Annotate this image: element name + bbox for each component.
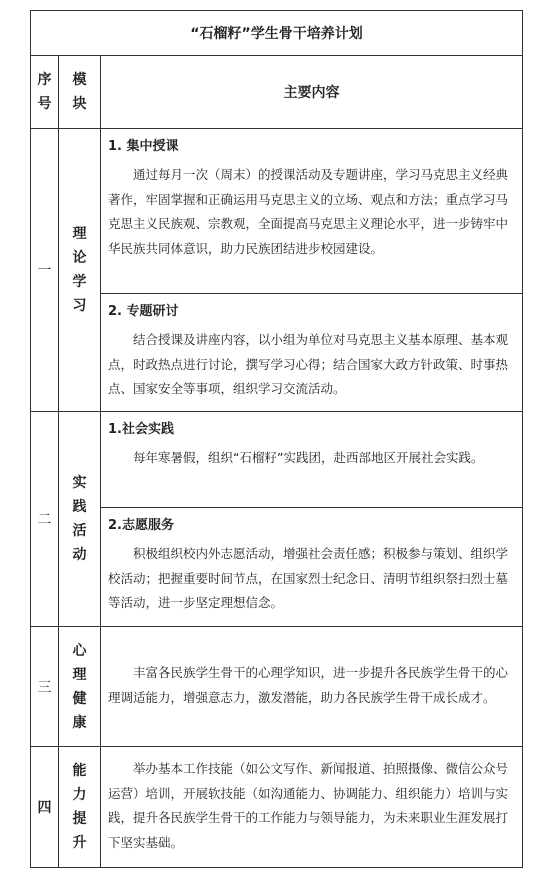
section-body: 丰富各民族学生骨干的心理学知识，进一步提升各民族学生骨干的心理调适能力，增强意志力，激发潜能，助力各民族学生骨干成长成才。: [108, 665, 509, 705]
module-char: 论: [72, 250, 87, 266]
title-row: [31, 11, 523, 56]
section-body: 举办基本工作技能（如公文写作、新闻报道、拍照摄像、微信公众号运营）培训，开展软技能（如沟通能力、协调能力、组织能力）培训与实践，提升各民族学生骨干的工作能力与领导能力，为未来职业生涯发展打下坚实基础。: [108, 761, 509, 850]
header-seq: [31, 56, 59, 129]
content-section: [101, 412, 522, 507]
content-section: [101, 507, 522, 626]
table-row: [31, 627, 523, 747]
module-char: 动: [72, 547, 87, 563]
section-heading: 1.社会实践: [108, 422, 174, 437]
module-char: 习: [72, 298, 87, 314]
header-row: [31, 56, 523, 129]
module-char: 理: [72, 666, 87, 683]
section-heading: 1. 集中授课: [108, 139, 179, 154]
section-body: 每年寒暑假，组织“石榴籽”实践团，赴西部地区开展社会实践。: [133, 450, 484, 465]
module-char: 能: [72, 763, 87, 779]
content-section: [101, 747, 522, 867]
header-module-char-2: 块: [72, 96, 87, 112]
module-char: 学: [72, 274, 87, 290]
row-content: [101, 747, 523, 868]
row-module: [59, 412, 101, 627]
row-number: 一: [31, 129, 59, 412]
module-char: 心: [72, 642, 87, 659]
row-module: [59, 627, 101, 747]
header-module: [59, 56, 101, 129]
table-row: [31, 747, 523, 868]
module-char: 升: [72, 835, 87, 851]
header-seq-char-1: 序: [37, 72, 52, 88]
row-module: [59, 747, 101, 868]
module-char: 理: [72, 226, 87, 242]
table-title: “石榴籽”学生骨干培养计划: [31, 11, 523, 56]
module-char: 提: [72, 811, 87, 827]
content-section: [101, 651, 522, 722]
row-module: [59, 129, 101, 412]
module-char: 力: [72, 787, 87, 803]
row-content: [101, 129, 523, 412]
module-char: 康: [72, 714, 87, 731]
row-content: [101, 412, 523, 627]
row-content: [101, 627, 523, 747]
header-content: 主要内容: [101, 56, 523, 129]
module-char: 活: [72, 523, 87, 539]
module-char: 践: [72, 499, 87, 515]
module-char: 实: [72, 475, 87, 491]
section-heading: 2. 专题研讨: [108, 304, 179, 319]
row-number: 三: [31, 627, 59, 747]
section-body: 积极组织校内外志愿活动，增强社会责任感；积极参与策划、组织学校活动；把握重要时间节点，在国家烈士纪念日、清明节组织祭扫烈士墓等活动，进一步坚定理想信念。: [108, 546, 509, 610]
section-heading: 2.志愿服务: [108, 518, 174, 533]
row-number: 四: [31, 747, 59, 868]
header-seq-char-2: 号: [37, 96, 52, 112]
content-section: [101, 293, 522, 411]
section-body: 结合授课及讲座内容，以小组为单位对马克思主义基本原理、基本观点，时政热点进行讨论，撰写学习心得；结合国家大政方针政策、时事热点、国家安全等事项，组织学习交流活动。: [108, 332, 509, 396]
table-row: [31, 412, 523, 627]
header-module-char-1: 模: [72, 72, 87, 88]
content-section: [101, 129, 522, 293]
row-number: 二: [31, 412, 59, 627]
section-body: 通过每月一次（周末）的授课活动及专题讲座，学习马克思主义经典著作，牢固掌握和正确运用马克思主义的立场、观点和方法；重点学习马克思主义民族观、宗教观，全面提高马克思主义理论水平，进一步铸牢中华民族共同体意识，助力民族团结进步校园建设。: [108, 167, 509, 256]
table-row: [31, 129, 523, 412]
module-char: 健: [72, 690, 87, 707]
training-plan-table: [30, 10, 523, 868]
